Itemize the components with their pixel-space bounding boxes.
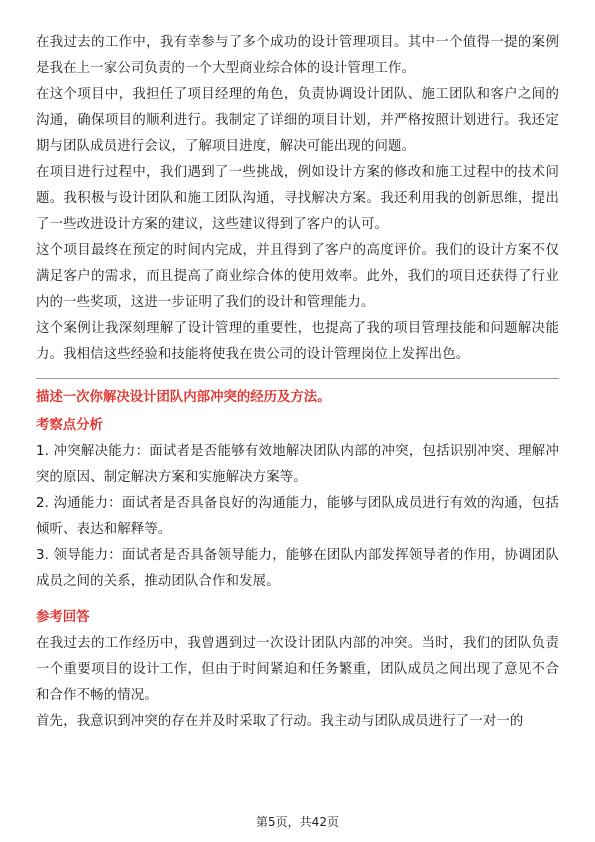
question-heading: 描述一次你解决设计团队内部冲突的经历及方法。	[36, 390, 331, 405]
document-page	[36, 30, 559, 735]
analysis-item-2: 2. 沟通能力：面试者是否具备良好的沟通能力，能够与团队成员进行有效的沟通，包括倾听、表达和解释等。	[36, 496, 559, 537]
analysis-item-1: 1. 冲突解决能力：面试者是否能够有效地解决团队内部的冲突，包括识别冲突、理解冲突的原因、制定解决方案和实施解决方案等。	[36, 444, 559, 485]
page-number: 第5页，共42页	[256, 815, 339, 829]
intro-paragraph-4: 这个项目最终在预定的时间内完成，并且得到了客户的高度评价。我们的设计方案不仅满足客户的需求，而且提高了商业综合体的使用效率。此外，我们的项目还获得了行业内的一些奖项，这进一步证明了我们的设计和管理能力。	[36, 243, 559, 310]
intro-paragraph-3: 在项目进行过程中，我们遇到了一些挑战，例如设计方案的修改和施工过程中的技术问题。我积极与设计团队和施工团队沟通，寻找解决方案。我还利用我的创新思维，提出了一些改进设计方案的建议，这些建议得到了客户的认可。	[36, 165, 559, 232]
section-divider	[36, 378, 559, 379]
intro-paragraph-1: 在我过去的工作中，我有幸参与了多个成功的设计管理项目。其中一个值得一提的案例是我在上一家公司负责的一个大型商业综合体的设计管理工作。	[36, 35, 559, 76]
answer-paragraph-1: 在我过去的工作经历中，我曾遇到过一次设计团队内部的冲突。当时，我们的团队负责一个重要项目的设计工作，但由于时间紧迫和任务繁重，团队成员之间出现了意见不合和合作不畅的情况。	[36, 636, 559, 703]
intro-paragraph-2: 在这个项目中，我担任了项目经理的角色，负责协调设计团队、施工团队和客户之间的沟通，确保项目的顺利进行。我制定了详细的项目计划，并严格按照计划进行。我还定期与团队成员进行会议，了解项目进度，解决可能出现的问题。	[36, 87, 559, 154]
intro-paragraph-5: 这个案例让我深刻理解了设计管理的重要性，也提高了我的项目管理技能和问题解决能力。我相信这些经验和技能将使我在贵公司的设计管理岗位上发挥出色。	[36, 321, 559, 362]
analysis-heading: 考察点分析	[36, 418, 103, 433]
answer-heading: 参考回答	[36, 610, 90, 625]
answer-paragraph-2: 首先，我意识到冲突的存在并及时采取了行动。我主动与团队成员进行了一对一的	[36, 714, 524, 729]
analysis-item-3: 3. 领导能力：面试者是否具备领导能力，能够在团队内部发挥领导者的作用，协调团队成员之间的关系，推动团队合作和发展。	[36, 548, 559, 589]
